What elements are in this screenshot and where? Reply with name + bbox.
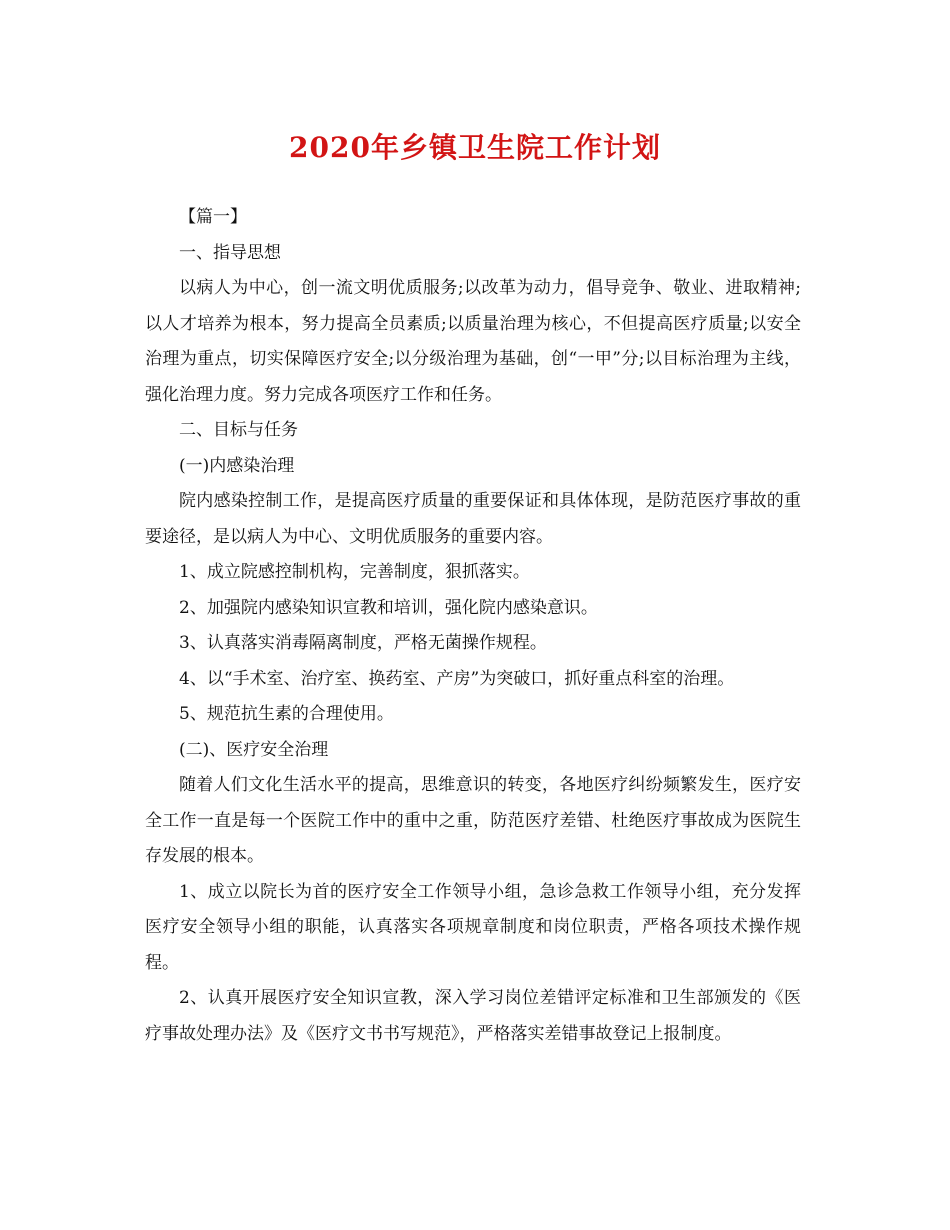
subheading-medical-safety: (二)、医疗安全治理 [179, 739, 329, 760]
list-item: 3、认真落实消毒隔离制度，严格无菌操作规程。 [179, 633, 547, 653]
document-title: 2020年乡镇卫生院工作计划 [289, 131, 661, 164]
list-item: 1、成立以院长为首的医疗安全工作领导小组，急诊急救工作领导小组，充分发挥医疗安全领导小组的职能，认真落实各项规章制度和岗位职责，严格各项技术操作规程。 [145, 881, 801, 973]
paragraph-infection-control: 院内感染控制工作，是提高医疗质量的重要保证和具体体现，是防范医疗事故的重要途径，是以病人为中心、文明优质服务的重要内容。 [145, 491, 801, 547]
list-item: 2、认真开展医疗安全知识宣教，深入学习岗位差错评定标准和卫生部颁发的《医疗事故处理办法》及《医疗文书书写规范》，严格落实差错事故登记上报制度。 [145, 988, 801, 1044]
subheading-infection-control: (一)内感染治理 [179, 455, 295, 476]
paragraph-section-marker: 【篇一】 [179, 207, 247, 227]
list-item: 1、成立院感控制机构，完善制度，狠抓落实。 [179, 562, 530, 582]
heading-guiding-ideology: 一、指导思想 [179, 242, 281, 263]
list-item: 4、以“手术室、治疗室、换药室、产房”为突破口，抓好重点科室的治理。 [179, 668, 735, 689]
heading-goals-tasks: 二、目标与任务 [179, 420, 298, 440]
list-item: 2、加强院内感染知识宣教和培训，强化院内感染意识。 [179, 597, 598, 618]
paragraph-medical-safety: 随着人们文化生活水平的提高，思维意识的转变，各地医疗纠纷频繁发生，医疗安全工作一直是每一个医院工作中的重中之重，防范医疗差错、杜绝医疗事故成为医院生存发展的根本。 [145, 775, 801, 866]
document-body [145, 200, 801, 1052]
paragraph-guiding-ideology: 以病人为中心，创一流文明优质服务;以改革为动力，倡导竞争、敬业、进取精神;以人才培养为根本，努力提高全员素质;以质量治理为核心，不但提高医疗质量;以安全治理为重点，切实保障医疗安全;以分级治理为基础，创“一甲”分;以目标治理为主线，强化治理力度。努力完成各项医疗工作和任务。 [145, 278, 801, 405]
list-item: 5、规范抗生素的合理使用。 [179, 704, 394, 724]
